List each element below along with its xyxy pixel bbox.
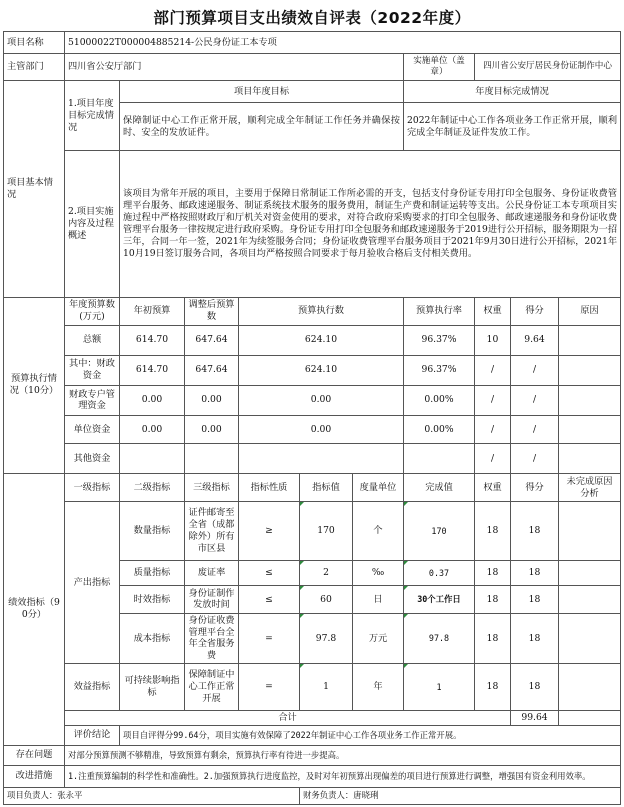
implementing-unit-value: 四川省公安厅居民身份证制作中心: [475, 54, 621, 81]
indicator-unit: 年: [353, 664, 404, 710]
reason: [559, 325, 621, 355]
weight: /: [475, 385, 511, 415]
budget-row-label: 其他资金: [65, 444, 120, 474]
score: 9.64: [511, 325, 559, 355]
indicator-reason: [559, 561, 621, 586]
indicator-level3: 身份证收费管理平台全年全省服务费: [185, 613, 239, 664]
indicator-row: [4, 502, 621, 561]
output-indicator-label: 产出指标: [65, 502, 120, 664]
evaluation-text: 项目自评得分99.64分，项目实施有效保障了2022年制证中心工作各项业务工作正常开展。: [120, 725, 621, 745]
perf-col-header: 三级指标: [185, 474, 239, 502]
annual-goal-text: 保障制证中心工作正常开展，顺利完成全年制证工作任务并确保按时、安全的发放证件。: [120, 103, 404, 151]
budget-row: [4, 385, 621, 415]
evaluation-label: 评价结论: [65, 725, 120, 745]
department-row: [4, 54, 621, 81]
indicator-nature: ≤: [239, 586, 300, 613]
budget-row: [4, 416, 621, 444]
executed-budget: 0.00: [239, 416, 404, 444]
execution-rate: 0.00%: [404, 385, 475, 415]
indicator-unit: 日: [353, 586, 404, 613]
indicator-value: 60: [300, 586, 353, 613]
total-label: 合计: [65, 710, 511, 725]
self-evaluation-table: [3, 31, 621, 805]
budget-header-row: [4, 297, 621, 325]
indicator-weight: 18: [475, 502, 511, 561]
indicator-weight: 18: [475, 664, 511, 710]
indicator-done: 0.37: [404, 561, 475, 586]
budget-row: [4, 325, 621, 355]
execution-rate: [404, 444, 475, 474]
department-value: 四川省公安厅部门: [65, 54, 404, 81]
implementing-unit-label: 实施单位（盖章）: [404, 54, 475, 81]
adjusted-budget: 647.64: [185, 355, 239, 385]
perf-col-header: 二级指标: [120, 474, 185, 502]
indicator-score: 18: [511, 613, 559, 664]
indicator-value: 1: [300, 664, 353, 710]
reason: [559, 444, 621, 474]
budget-col-header: 得分: [511, 297, 559, 325]
project-name-row: [4, 32, 621, 54]
indicator-reason: [559, 664, 621, 710]
indicator-nature: ≥: [239, 502, 300, 561]
indicator-nature: =: [239, 664, 300, 710]
goal-completion-header: 年度目标完成情况: [404, 81, 621, 103]
indicator-score: 18: [511, 664, 559, 710]
annual-goal-header: 项目年度目标: [120, 81, 404, 103]
reason: [559, 416, 621, 444]
indicator-score: 18: [511, 586, 559, 613]
initial-budget: [120, 444, 185, 474]
process-label: 2.项目实施内容及过程概述: [65, 151, 120, 297]
initial-budget: 614.70: [120, 355, 185, 385]
executed-budget: 0.00: [239, 385, 404, 415]
budget-row: [4, 355, 621, 385]
initial-budget: 614.70: [120, 325, 185, 355]
executed-budget: [239, 444, 404, 474]
perf-col-header: 一级指标: [65, 474, 120, 502]
indicator-done: 30个工作日: [404, 586, 475, 613]
budget-col-header: 预算执行率: [404, 297, 475, 325]
budget-row-label: 总额: [65, 325, 120, 355]
benefit-indicator-label: 效益指标: [65, 664, 120, 710]
indicator-score: 18: [511, 561, 559, 586]
budget-row: [4, 444, 621, 474]
indicator-level3: 保障制证中心工作正常开展: [185, 664, 239, 710]
goal-completion-label: 1.项目年度目标完成情况: [65, 81, 120, 151]
goal-header-row: [4, 81, 621, 103]
total-row: [4, 710, 621, 725]
indicator-done: 97.8: [404, 613, 475, 664]
issue-text: 对部分预算预测不够精准，导致预算有剩余，预算执行率有待进一步提高。: [65, 745, 621, 765]
evaluation-row: [4, 725, 621, 745]
improvement-row: [4, 765, 621, 787]
budget-section-label: 预算执行情况（10分）: [4, 297, 65, 473]
weight: 10: [475, 325, 511, 355]
signature-row: [4, 787, 621, 804]
execution-rate: 0.00%: [404, 416, 475, 444]
execution-rate: 96.37%: [404, 355, 475, 385]
perf-section-label: 绩效指标（90分）: [4, 474, 65, 746]
improvement-text: 1.注重预算编制的科学性和准确性。2.加强预算执行进度监控，及时对年初预算出现偏差的项目进行预算进行调整，增强国有资金利用效率。: [65, 765, 621, 787]
total-reason: [559, 710, 621, 725]
perf-col-header: 指标值: [300, 474, 353, 502]
finance-leader: 财务负责人：唐晓琍: [300, 787, 621, 804]
reason: [559, 385, 621, 415]
executed-budget: 624.10: [239, 355, 404, 385]
budget-col-header: 原因: [559, 297, 621, 325]
perf-col-header: 指标性质: [239, 474, 300, 502]
budget-col-header: 年度预算数(万元): [65, 297, 120, 325]
indicator-reason: [559, 586, 621, 613]
goal-completion-text: 2022年制证中心工作各项业务工作正常开展，顺利完成全年制证及证件发放工作。: [404, 103, 621, 151]
perf-col-header: 得分: [511, 474, 559, 502]
indicator-nature: =: [239, 613, 300, 664]
budget-col-header: 权重: [475, 297, 511, 325]
indicator-level2: 成本指标: [120, 613, 185, 664]
perf-col-header: 未完成原因分析: [559, 474, 621, 502]
initial-budget: 0.00: [120, 416, 185, 444]
indicator-level3: 废证率: [185, 561, 239, 586]
initial-budget: 0.00: [120, 385, 185, 415]
indicator-weight: 18: [475, 561, 511, 586]
indicator-value: 97.8: [300, 613, 353, 664]
indicator-reason: [559, 502, 621, 561]
adjusted-budget: 0.00: [185, 385, 239, 415]
indicator-nature: ≤: [239, 561, 300, 586]
indicator-score: 18: [511, 502, 559, 561]
project-name-value: 51000022T000004885214-公民身份证工本专项: [65, 32, 621, 54]
perf-col-header: 度量单位: [353, 474, 404, 502]
indicator-level3: 证件邮寄至全省（成都除外）所有市区县: [185, 502, 239, 561]
indicator-value: 2: [300, 561, 353, 586]
indicator-unit: ‰: [353, 561, 404, 586]
adjusted-budget: 647.64: [185, 325, 239, 355]
indicator-unit: 万元: [353, 613, 404, 664]
weight: /: [475, 355, 511, 385]
project-leader: 项目负责人：张永平: [4, 787, 300, 804]
issue-label: 存在问题: [4, 745, 65, 765]
budget-row-label: 财政专户管理资金: [65, 385, 120, 415]
weight: /: [475, 416, 511, 444]
budget-row-label: 单位资金: [65, 416, 120, 444]
budget-col-header: 预算执行数: [239, 297, 404, 325]
weight: /: [475, 444, 511, 474]
issue-row: [4, 745, 621, 765]
budget-col-header: 年初预算: [120, 297, 185, 325]
improvement-label: 改进措施: [4, 765, 65, 787]
score: /: [511, 355, 559, 385]
indicator-unit: 个: [353, 502, 404, 561]
execution-rate: 96.37%: [404, 325, 475, 355]
page-title: 部门预算项目支出绩效自评表（2022年度）: [153, 9, 471, 27]
indicator-level2: 数量指标: [120, 502, 185, 561]
budget-col-header: 调整后预算数: [185, 297, 239, 325]
indicator-level2: 可持续影响指标: [120, 664, 185, 710]
indicator-level3: 身份证制作发放时间: [185, 586, 239, 613]
project-name-label: 项目名称: [4, 32, 65, 54]
perf-col-header: 权重: [475, 474, 511, 502]
total-score: 99.64: [511, 710, 559, 725]
executed-budget: 624.10: [239, 325, 404, 355]
indicator-row: [4, 664, 621, 710]
indicator-done: 1: [404, 664, 475, 710]
indicator-reason: [559, 613, 621, 664]
department-label: 主管部门: [4, 54, 65, 81]
perf-col-header: 完成值: [404, 474, 475, 502]
adjusted-budget: [185, 444, 239, 474]
process-text: 该项目为常年开展的项目，主要用于保障日常制证工作所必需的开支，包括支付身份证专用打印全包服务、身份证收费管理平台服务、邮政速递服务、制证系统技术服务的服务费用，制证生产费和制证运转等支出。公民身份证工本专项项目实施过程中严格按照财政厅和厅机关对资金使用的要求，对符合政府采购要求的打印全包服务、邮政速递服务和身份证收费管理平台服务一律按规定进行政府采购。身份证专用打印全包服务和邮政速递服务于2019进行公开招标，服务期限为一招三年，合同一年一签，2021年为续签服务合同；身份证收费管理平台服务项目于2021年9月30日进行公开招标，2021年10月19日签订服务合同，各项目均严格按照合同要求于每月验收合格后支付相关费用。: [120, 151, 621, 297]
indicator-level2: 质量指标: [120, 561, 185, 586]
process-row: [4, 151, 621, 297]
score: /: [511, 385, 559, 415]
score: /: [511, 416, 559, 444]
adjusted-budget: 0.00: [185, 416, 239, 444]
reason: [559, 355, 621, 385]
indicator-value: 170: [300, 502, 353, 561]
perf-header-row: [4, 474, 621, 502]
indicator-done: 170: [404, 502, 475, 561]
indicator-weight: 18: [475, 613, 511, 664]
budget-row-label: 其中：财政资金: [65, 355, 120, 385]
score: /: [511, 444, 559, 474]
indicator-weight: 18: [475, 586, 511, 613]
indicator-level2: 时效指标: [120, 586, 185, 613]
basic-section-label: 项目基本情况: [4, 81, 65, 298]
